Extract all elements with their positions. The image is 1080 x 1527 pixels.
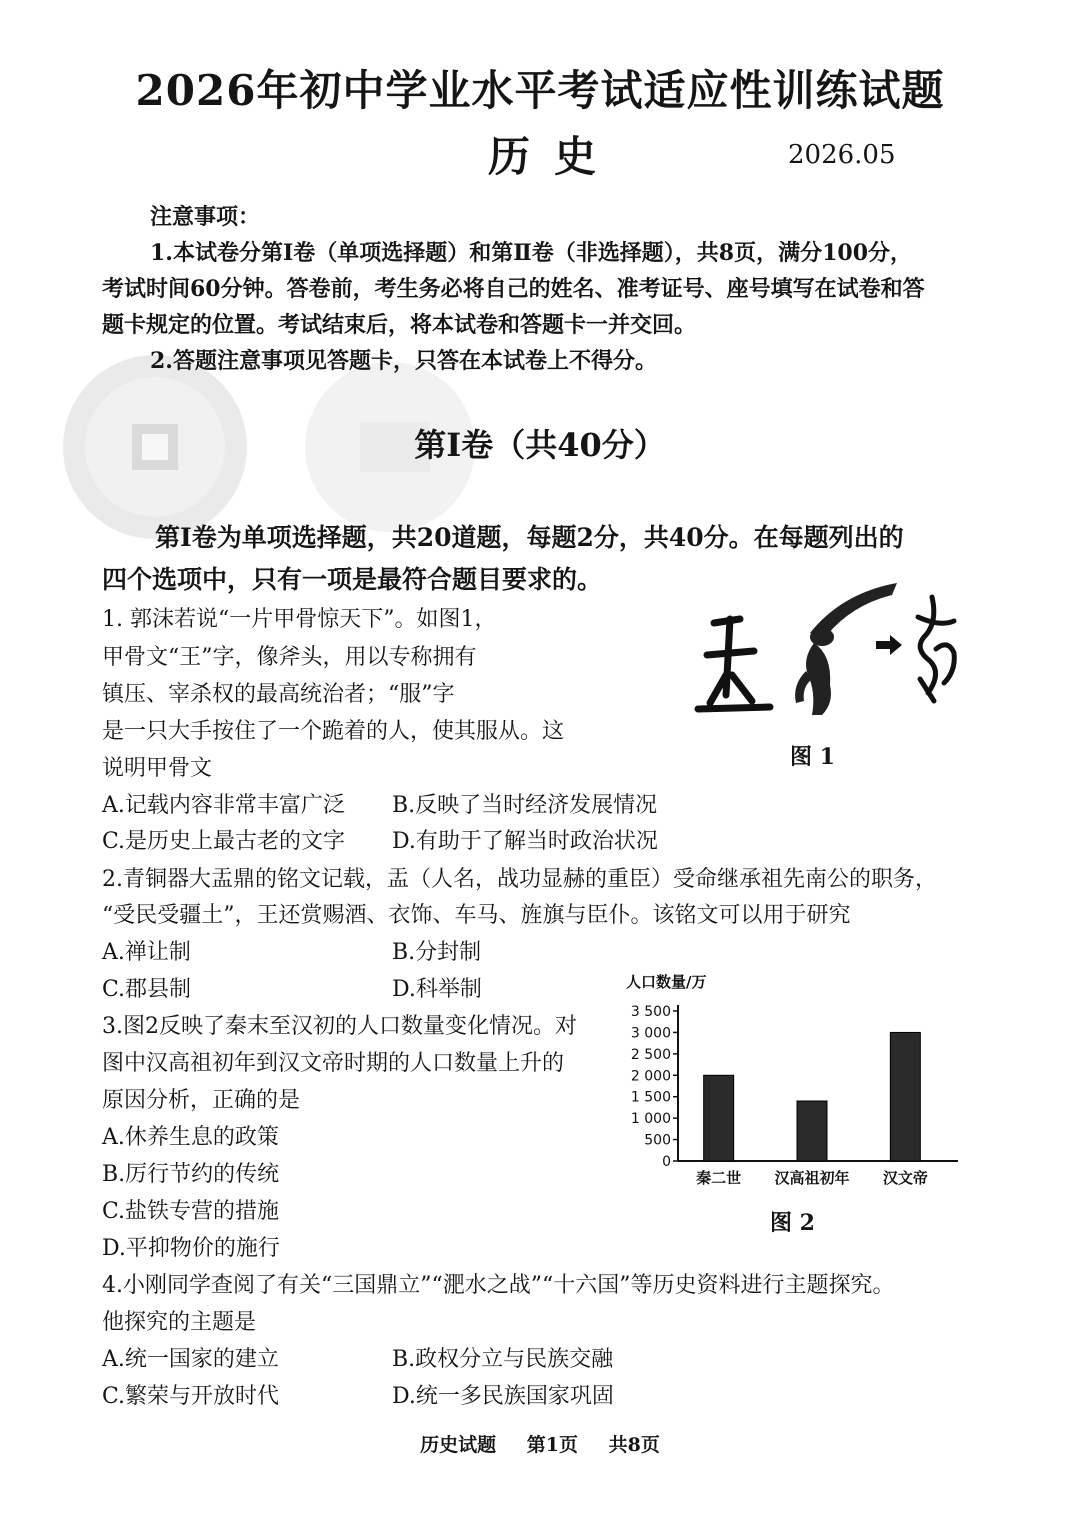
chart-bar [890,1032,920,1161]
subject-title: 历史 [488,132,621,181]
q1-option-d: D.有助于了解当时政治状况 [392,829,658,854]
q4-line: 4.小刚同学查阅了有关“三国鼎立”“淝水之战”“十六国”等历史资料进行主题探究。 [102,1273,895,1298]
section-title: 第Ⅰ卷（共40分） [414,426,666,464]
q2-line: 2.青铜器大盂鼎的铭文记载，盂（人名，战功显赫的重臣）受命继承祖先南公的职务， [102,867,937,892]
chart-y-tick-label: 1 000 [630,1111,671,1128]
q1-option-a: A.记载内容非常丰富广泛 [102,793,345,818]
population-bar-chart [620,965,970,1195]
exam-title: 2026年初中学业水平考试适应性训练试题 [135,66,945,115]
q1-line: 是一只大手按住了一个跪着的人，使其服从。这 [102,719,565,744]
q3-line: 原因分析，正确的是 [102,1088,301,1113]
chart-x-tick-label: 汉高祖初年 [774,1169,850,1187]
q3-line: 图中汉高祖初年到汉文帝时期的人口数量上升的 [102,1051,565,1076]
page-footer [0,1430,1080,1457]
chart-x-tick-label: 汉文帝 [882,1169,928,1187]
q1-option-b: B.反映了当时经济发展情况 [392,793,658,818]
footer-exam-name: 历史试题 [420,1434,497,1456]
q2-line: “受民受疆土”，王还赏赐酒、衣饰、车马、旌旗与臣仆。该铭文可以用于研究 [102,903,851,928]
q1-line: 1. 郭沫若说“一片甲骨惊天下”。如图1， [102,607,497,632]
oracle-bone-figure [692,575,977,725]
notice-item1-line3: 题卡规定的位置。考试结束后，将本试卷和答题卡一并交回。 [102,312,697,338]
section-intro-line1: 第Ⅰ卷为单项选择题，共20道题，每题2分，共40分。在每题列出的 [155,523,904,552]
q4-option-d: D.统一多民族国家巩固 [392,1384,614,1409]
exam-date: 2026.05 [788,140,896,170]
chart-y-axis-label: 人口数量/万 [626,973,707,991]
q3-option-a: A.休养生息的政策 [102,1125,279,1150]
chart-y-tick-label: 2 000 [630,1068,671,1085]
q2-option-b: B.分封制 [392,940,482,965]
q1-line: 甲骨文“王”字，像斧头，用以专称拥有 [102,645,477,670]
figure-2-caption: 图 2 [770,1210,815,1236]
chart-bar [704,1075,734,1161]
figure-1-caption: 图 1 [790,744,835,770]
notice-item1-line1: 1.本试卷分第Ⅰ卷（单项选择题）和第Ⅱ卷（非选择题），共8页，满分100分， [150,240,913,266]
chart-y-tick-label: 2 500 [630,1046,671,1063]
q4-line: 他探究的主题是 [102,1310,257,1335]
q2-option-d: D.科举制 [392,977,482,1002]
footer-total-pages: 共8页 [608,1434,660,1456]
q3-option-d: D.平抑物价的施行 [102,1236,280,1261]
notice-heading: 注意事项： [150,204,261,230]
q2-option-c: C.郡县制 [102,977,192,1002]
chart-y-tick-label: 1 500 [630,1089,671,1106]
chart-y-tick-label: 0 [662,1154,671,1170]
q4-option-b: B.政权分立与民族交融 [392,1347,614,1372]
q1-line: 说明甲骨文 [102,756,213,781]
q3-option-c: C.盐铁专营的措施 [102,1199,280,1224]
notice-item1-line2: 考试时间60分钟。答卷前，考生务必将自己的姓名、准考证号、座号填写在试卷和答 [102,276,925,302]
section-intro-line2: 四个选项中，只有一项是最符合题目要求的。 [102,565,603,594]
chart-x-tick-label: 秦二世 [696,1169,742,1187]
chart-y-tick-label: 3 000 [630,1025,671,1042]
q1-option-c: C.是历史上最古老的文字 [102,829,346,854]
chart-bar [797,1101,827,1161]
notice-item2: 2.答题注意事项见答题卡，只答在本试卷上不得分。 [150,348,657,374]
q3-option-b: B.厉行节约的传统 [102,1162,280,1187]
chart-y-tick-label: 3 500 [630,1004,671,1020]
q4-option-a: A.统一国家的建立 [102,1347,279,1372]
q1-line: 镇压、宰杀权的最高统治者；“服”字 [102,682,455,707]
q4-option-c: C.繁荣与开放时代 [102,1384,280,1409]
q2-option-a: A.禅让制 [102,940,191,965]
q3-line: 3.图2反映了秦末至汉初的人口数量变化情况。对 [102,1014,577,1039]
footer-page-number: 第1页 [526,1434,578,1456]
chart-y-tick-label: 500 [644,1132,671,1149]
